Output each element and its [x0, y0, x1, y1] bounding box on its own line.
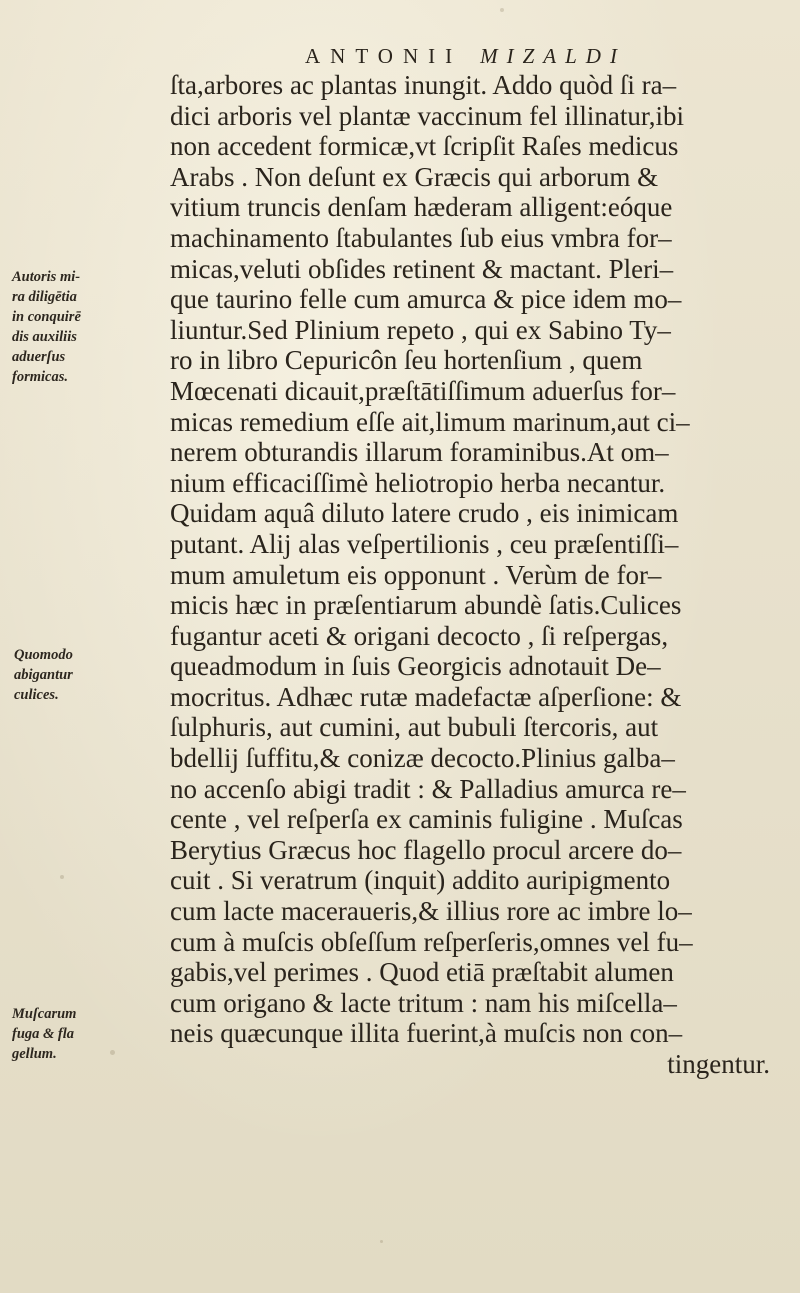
text-line: cum origano & lacte tritum : nam his miſcella– [170, 987, 677, 1018]
text-line: que taurino felle cum amurca & pice idem mo– [170, 284, 682, 315]
text-line: mocritus. Adhæc rutæ madefactæ aſperſione: & [170, 681, 682, 712]
text-line: nium efficaciſſimè heliotropio herba necantur. [170, 467, 666, 498]
text-line: micas,veluti obſides retinent & mactant. Pleri– [170, 253, 674, 284]
margin-note-line: Muſcarum [12, 1006, 77, 1022]
text-line: vitium truncis denſam hæderam alligent:eóque [170, 192, 673, 223]
margin-note-formicas [12, 267, 162, 387]
running-head-author: ANTONII [305, 44, 463, 68]
margin-note-line: Autoris mi- [12, 269, 81, 285]
text-line: cuit . Si veratrum (inquit) addito auripigmento [170, 865, 671, 896]
text-line: ro in libro Cepuricôn ſeu hortenſium , quem [170, 345, 643, 376]
text-line: Quidam aquâ diluto latere crudo , eis inimicam [170, 498, 679, 529]
text-line: Berytius Græcus hoc flagello procul arcere do– [170, 834, 682, 865]
margin-note-line: in conquirē [12, 309, 81, 325]
text-line: Arabs . Non deſunt ex Græcis qui arborum & [170, 161, 659, 192]
text-line: cente , vel reſperſa ex caminis fuligine . Muſcas [170, 804, 683, 835]
text-line-final: tingentur. [667, 1049, 770, 1079]
text-line: machinamento ſtabulantes ſub eius vmbra for– [170, 222, 672, 253]
text-line: dici arboris vel plantæ vaccinum fel illinatur,ibi [170, 100, 685, 131]
margin-note-culices [14, 645, 164, 705]
text-line: micas remedium eſſe ait,limum marinum,aut ci– [170, 406, 690, 437]
text-line: neis quæcunque illita fuerint,à muſcis non con– [170, 1018, 683, 1049]
margin-note-line: aduerſus [12, 349, 66, 365]
margin-note-line: formicas. [12, 369, 68, 385]
text-line: cum lacte maceraueris,& illius rore ac imbre lo– [170, 896, 692, 927]
text-line: mum amuletum eis opponunt . Verùm de for– [170, 559, 662, 590]
text-line: fugantur aceti & origani decocto , ſi reſpergas, [170, 620, 669, 651]
margin-note-line: Quomodo [14, 647, 73, 663]
text-line: ſulphuris, aut cumini, aut bubuli ſtercoris, aut [170, 712, 659, 743]
text-line: non accedent formicæ,vt ſcripſit Raſes medicus [170, 131, 679, 162]
paper-speck [110, 1050, 115, 1055]
paper-speck [380, 1240, 383, 1243]
paper-speck [60, 875, 64, 879]
text-line: queadmodum in ſuis Georgicis adnotauit De– [170, 651, 661, 682]
margin-note-muscarum [12, 1004, 162, 1064]
paper-speck [500, 8, 504, 12]
margin-note-line: fuga & fla [12, 1026, 75, 1042]
text-line: liuntur.Sed Plinium repeto , qui ex Sabino Ty– [170, 314, 671, 345]
margin-note-line: dis auxiliis [12, 329, 77, 345]
text-line: putant. Alij alas veſpertilionis , ceu præſentiſſi– [170, 528, 679, 559]
text-line: bdellij ſuffitu,& conizæ decocto.Plinius galba– [170, 743, 675, 774]
margin-note-line: ra diligētia [12, 289, 77, 305]
text-line: micis hæc in præſentiarum abundè ſatis.Culices [170, 590, 682, 621]
margin-note-line: abigantur [14, 667, 73, 683]
running-head [305, 44, 626, 69]
margin-note-line: gellum. [12, 1046, 57, 1062]
main-text-block [170, 70, 790, 1080]
text-line: cum à muſcis obſeſſum reſperſeris,omnes vel fu– [170, 926, 693, 957]
margin-note-line: culices. [14, 687, 59, 703]
text-line: no accenſo abigi tradit : & Palladius amurca re– [170, 773, 686, 804]
running-head-surname: MIZALDI [480, 44, 626, 68]
text-line: Mœcenati dicauit,præſtātiſſimum aduerſus for– [170, 375, 676, 406]
text-line: gabis,vel perimes . Quod etiā præſtabit alumen [170, 957, 674, 988]
text-line: nerem obturandis illarum foraminibus.At om– [170, 437, 669, 468]
text-line: ſta,arbores ac plantas inungit. Addo quòd ſi ra– [170, 70, 677, 100]
